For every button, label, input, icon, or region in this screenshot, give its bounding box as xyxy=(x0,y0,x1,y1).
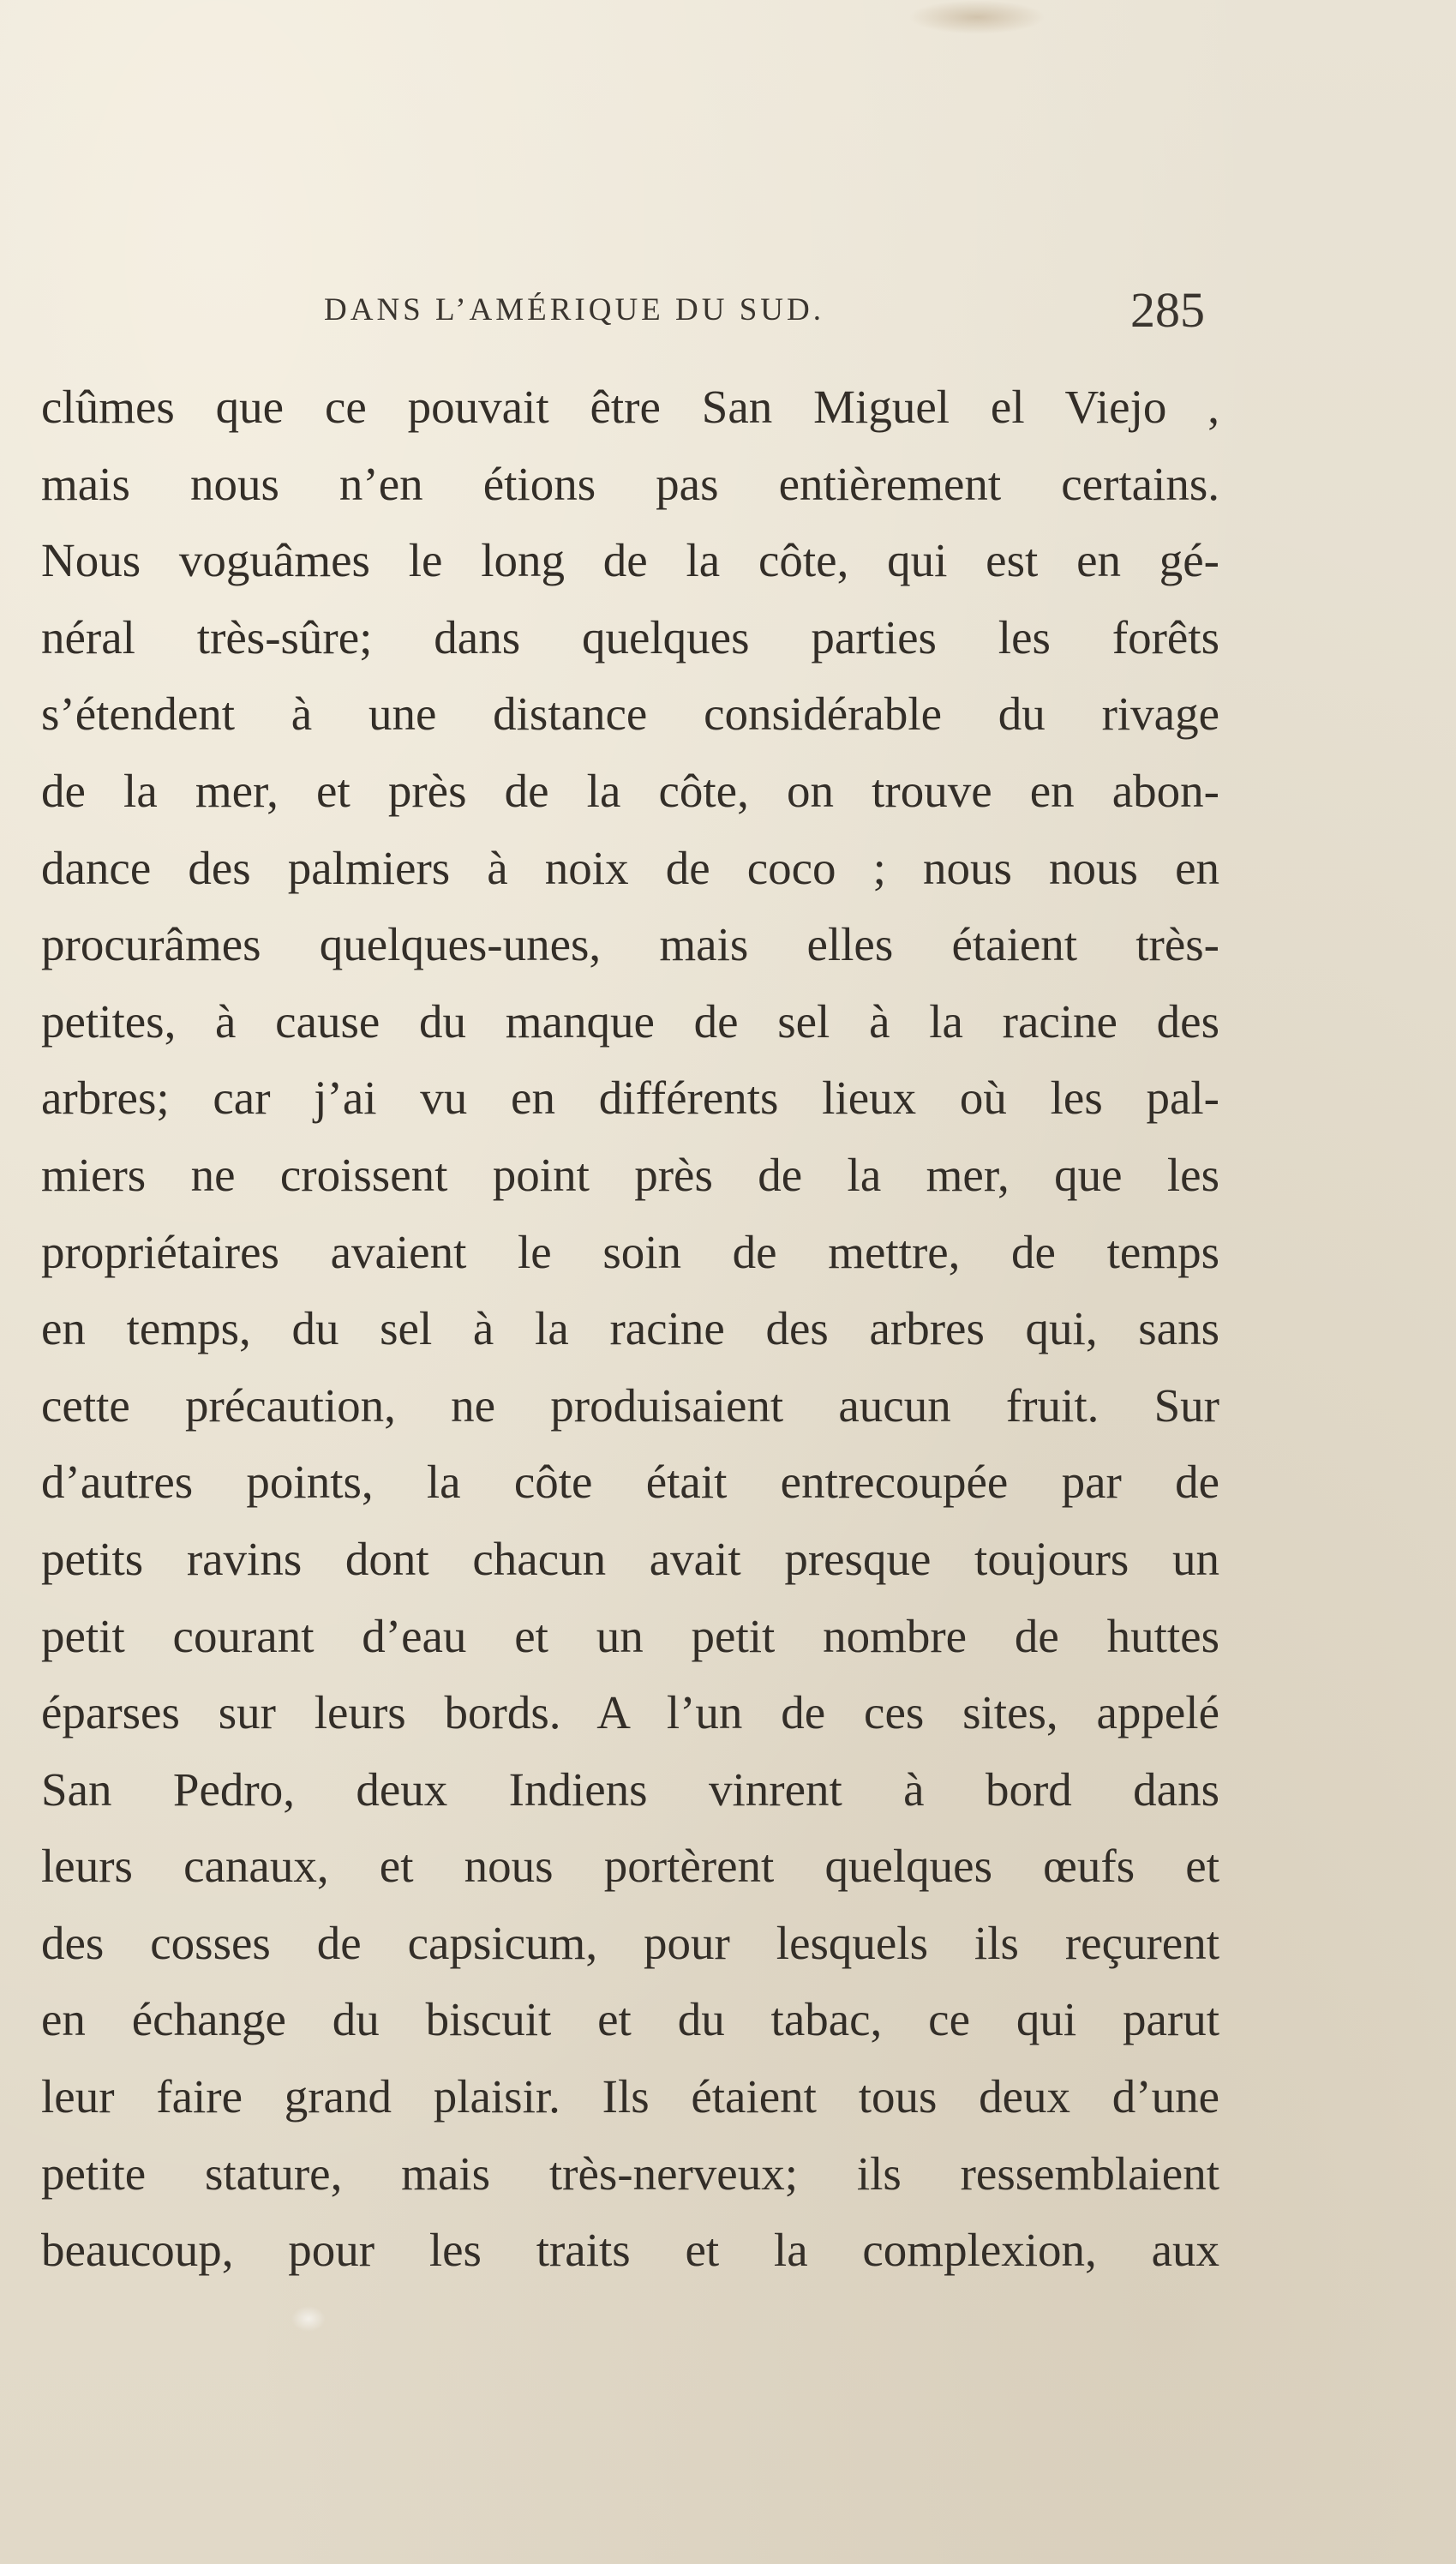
text-line: petite stature, mais très-nerveux; ils ressemblaient xyxy=(41,2147,1219,2200)
page-number: 285 xyxy=(1130,282,1205,338)
text-line: arbres; car j’ai vu en différents lieux où les pal- xyxy=(41,1072,1219,1125)
text-line: leurs canaux, et nous portèrent quelques œufs et xyxy=(41,1840,1219,1893)
text-line: propriétaires avaient le soin de mettre, de temps xyxy=(41,1225,1219,1278)
text-line: néral très-sûre; dans quelques parties les forêts xyxy=(41,610,1219,664)
text-line: procurâmes quelques-unes, mais elles étaient très- xyxy=(41,918,1219,971)
text-line: de la mer, et près de la côte, on trouve en abon- xyxy=(41,764,1219,817)
text-line: petit courant d’eau et un petit nombre de huttes xyxy=(41,1609,1219,1662)
text-line: dance des palmiers à noix de coco ; nous nous en xyxy=(41,841,1219,894)
text-line: clûmes que ce pouvait être San Miguel el Viejo , xyxy=(41,381,1219,433)
body-text xyxy=(41,369,1219,2289)
text-line: petites, à cause du manque de sel à la racine des xyxy=(41,994,1219,1048)
text-line: d’autres points, la côte était entrecoupée par de xyxy=(41,1456,1219,1509)
text-line: miers ne croissent point près de la mer, que les xyxy=(41,1148,1219,1201)
running-head xyxy=(51,281,1205,341)
text-line: cette précaution, ne produisaient aucun fruit. Sur xyxy=(41,1378,1219,1432)
text-line: éparses sur leurs bords. A l’un de ces sites, appelé xyxy=(41,1686,1219,1739)
paper-stain xyxy=(291,2306,326,2332)
text-line: des cosses de capsicum, pour lesquels ils reçurent xyxy=(41,1916,1219,1969)
text-line: San Pedro, deux Indiens vinrent à bord dans xyxy=(41,1762,1219,1816)
paper-stain xyxy=(908,0,1046,34)
text-line: beaucoup, pour les traits et la complexion, aux xyxy=(41,2224,1219,2277)
text-line: en échange du biscuit et du tabac, ce qui parut xyxy=(41,1993,1219,2046)
text-line: en temps, du sel à la racine des arbres qui, sans xyxy=(41,1302,1219,1355)
running-title: DANS L’AMÉRIQUE DU SUD. xyxy=(324,292,824,327)
text-line: leur faire grand plaisir. Ils étaient tous deux d’une xyxy=(41,2070,1219,2123)
text-line: mais nous n’en étions pas entièrement certains. xyxy=(41,457,1219,510)
text-line: Nous voguâmes le long de la côte, qui est en gé- xyxy=(41,534,1219,587)
text-line: petits ravins dont chacun avait presque toujours un xyxy=(41,1532,1219,1585)
text-line: s’étendent à une distance considérable du rivage xyxy=(41,688,1219,741)
